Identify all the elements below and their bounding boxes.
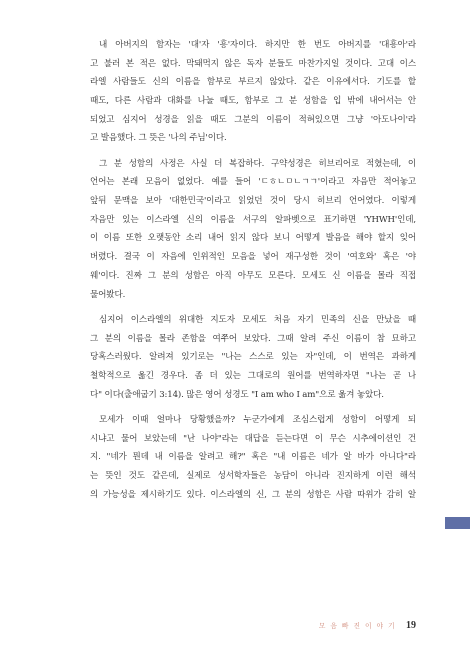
text-line: 되었고 심지어 성경을 읽을 때도 그분의 이름이 적혀있으면 그냥 '아도나이'라 — [90, 114, 416, 125]
text-line: 언어는 본래 모음이 없었다. 예를 들어 'ㄷㅎㄴㅁㄴㄱㄱ'이라고 자음만 적어놓고 — [90, 177, 416, 188]
running-title: 모 음 빠 진 이 야 기 — [318, 622, 396, 630]
text-line: 이 이름 또한 오랫동안 소리 내어 읽지 않다 보니 어떻게 발음을 해야 할지 잊어 — [90, 233, 416, 244]
paragraph-1 — [90, 36, 416, 148]
text-line: 의 가능성을 제시하기도 있다. 이스라엘의 신, 그 분의 성함은 사람 따위가 감히 알 — [90, 489, 416, 500]
text-line: 버렸다. 결국 이 자음에 인위적인 모음을 넣어 재구성한 것이 '여호와' 혹은 '야 — [90, 252, 416, 263]
text-line: 물어봤다. — [90, 289, 126, 300]
text-line: 그 분의 이름을 몰라 존함을 여쭈어 보았다. 그때 알려 주신 이름이 참 묘하고 — [90, 333, 416, 344]
page-footer — [250, 617, 416, 633]
text-line: 는 뜻인 것도 같은데, 실제로 성서학자들은 농담이 아니라 진지하게 이런 해석 — [90, 470, 416, 481]
paragraph-3 — [90, 311, 416, 404]
text-line: 그 분 성함의 사정은 사실 더 복잡하다. 구약성경은 히브리어로 적혔는데, 이 — [99, 158, 416, 169]
chapter-edge-tab — [445, 517, 470, 529]
text-line: 고 불러 본 적은 없다. 막돼먹지 않은 독자 분들도 마찬가지일 것이다. 고대 이스 — [90, 58, 416, 69]
text-line: 철학적으로 옮긴 경우다. 좀 더 있는 그대로의 원어를 번역하자면 "나는 곧 나 — [90, 370, 416, 381]
body-text — [90, 36, 416, 504]
text-line: 앞뒤 문맥을 보아 '대한민국'이라고 읽었던 것이 당시 히브리 언어였다. 이렇게 — [90, 196, 416, 207]
text-line: 웨'이다. 진짜 그 분의 성함은 아직 아무도 모른다. 모세도 신 이름을 몰라 직접 — [90, 270, 416, 281]
text-line: 고 발음했다. 그 뜻은 '나의 주님'이다. — [90, 133, 227, 144]
text-line: 때도, 다른 사람과 대화를 나눌 때도, 함부로 그 분 성함을 입 밖에 내어서는 안 — [90, 96, 416, 107]
text-line: 자음만 있는 이스라엘 신의 이름을 서구의 알파벳으로 표기하면 'YHWH'인데, — [90, 214, 416, 225]
page-number: 19 — [406, 619, 416, 631]
text-line: 심지어 이스라엘의 위대한 지도자 모세도 처음 자기 민족의 신을 만났을 때 — [99, 314, 416, 325]
text-line: 내 아버지의 함자는 '대'자 '흥'자이다. 하지만 한 번도 아버지를 '대흥아'라 — [99, 40, 416, 50]
text-line: 지. "네가 뭔데 내 이름을 알려고 해?" 혹은 "내 이름은 네가 알 바가 아니다"라 — [90, 452, 416, 463]
paragraph-2 — [90, 155, 416, 305]
text-line: 당혹스러웠다. 알려져 있기로는 "나는 스스로 있는 자"인데, 이 번역은 과하게 — [90, 352, 416, 363]
text-line: 라엘 사람들도 신의 이름을 함부로 부르지 않았다. 같은 이유에서다. 기도를 할 — [90, 77, 416, 88]
text-line: 시냐고 물어 보았는데 "난 나야"라는 대답을 듣는다면 이 무슨 시추에이션인 건 — [90, 433, 416, 444]
text-line: 다" 이다(출애굽기 3:14). 많은 영어 성경도 "I am who I am"으로 옮겨 놓았다. — [90, 389, 384, 400]
paragraph-4 — [90, 411, 416, 504]
text-line: 모세가 이때 얼마나 당황했을까? 누군가에게 조심스럽게 성함이 어떻게 되 — [99, 414, 416, 425]
